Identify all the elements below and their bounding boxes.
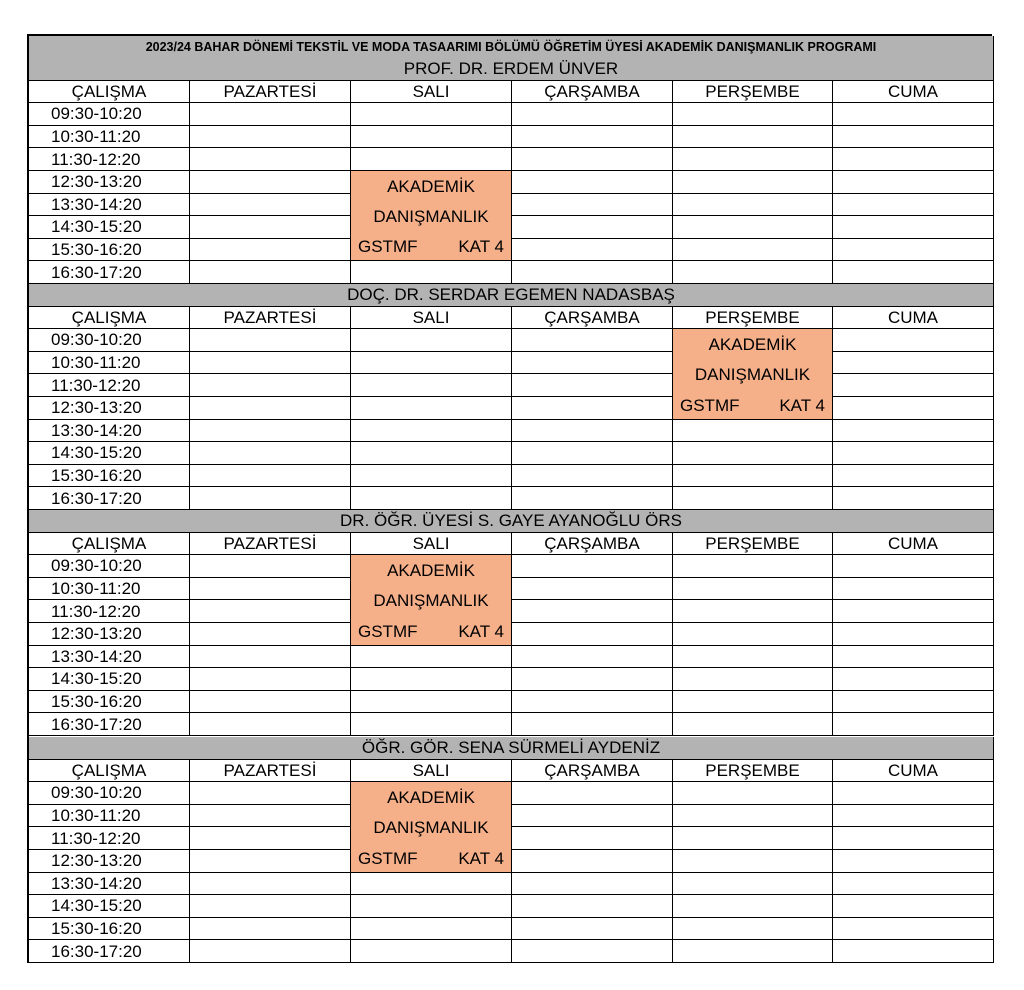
schedule-cell	[190, 216, 351, 239]
advisor-name: PROF. DR. ERDEM ÜNVER	[29, 58, 994, 81]
time-slot: 15:30-16:20	[29, 465, 190, 488]
time-slot: 15:30-16:20	[29, 691, 190, 714]
schedule-cell	[833, 713, 994, 736]
schedule-cell	[833, 600, 994, 623]
schedule-cell	[351, 713, 512, 736]
schedule-cell	[673, 103, 833, 126]
column-header: PAZARTESİ	[190, 81, 351, 104]
schedule-cell	[673, 782, 833, 805]
column-header: PERŞEMBE	[673, 533, 833, 556]
schedule-cell	[190, 465, 351, 488]
schedule-cell	[833, 239, 994, 262]
schedule-cell	[673, 261, 833, 284]
advising-floor: KAT 4	[458, 848, 504, 868]
advising-label: DANIŞMANLIK	[373, 207, 489, 227]
schedule-cell	[512, 374, 673, 397]
schedule-cell	[512, 465, 673, 488]
schedule-cell	[512, 782, 673, 805]
schedule-cell	[190, 103, 351, 126]
time-slot: 11:30-12:20	[29, 374, 190, 397]
column-header: CUMA	[833, 307, 994, 330]
column-header: CUMA	[833, 81, 994, 104]
schedule-cell	[190, 352, 351, 375]
advising-slot	[673, 329, 833, 419]
schedule-cell	[512, 940, 673, 963]
time-slot: 13:30-14:20	[29, 194, 190, 217]
schedule-cell	[190, 873, 351, 896]
time-slot: 16:30-17:20	[29, 940, 190, 963]
schedule-cell	[512, 805, 673, 828]
schedule-cell	[190, 668, 351, 691]
schedule-cell	[351, 465, 512, 488]
schedule-cell	[833, 668, 994, 691]
time-slot: 09:30-10:20	[29, 103, 190, 126]
time-slot: 16:30-17:20	[29, 261, 190, 284]
column-header: ÇARŞAMBA	[512, 307, 673, 330]
schedule-cell	[833, 194, 994, 217]
schedule-cell	[190, 918, 351, 941]
schedule-cell	[673, 918, 833, 941]
schedule-cell	[351, 397, 512, 420]
schedule-cell	[673, 895, 833, 918]
column-header: SALI	[351, 533, 512, 556]
schedule-cell	[351, 668, 512, 691]
schedule-cell	[673, 805, 833, 828]
column-header: SALI	[351, 760, 512, 783]
schedule-cell	[833, 782, 994, 805]
column-header: ÇARŞAMBA	[512, 533, 673, 556]
schedule-cell	[190, 623, 351, 646]
schedule-cell	[833, 126, 994, 149]
schedule-cell	[190, 442, 351, 465]
time-slot: 09:30-10:20	[29, 555, 190, 578]
schedule-cell	[833, 850, 994, 873]
time-slot: 13:30-14:20	[29, 420, 190, 443]
time-slot: 10:30-11:20	[29, 126, 190, 149]
schedule-cell	[833, 148, 994, 171]
schedule-cell	[673, 442, 833, 465]
column-header: PERŞEMBE	[673, 81, 833, 104]
column-header: CUMA	[833, 760, 994, 783]
advisor-name: DR. ÖĞR. ÜYESİ S. GAYE AYANOĞLU ÖRS	[29, 510, 994, 533]
schedule-cell	[833, 940, 994, 963]
column-header: ÇALIŞMA	[29, 307, 190, 330]
column-header: ÇALIŞMA	[29, 760, 190, 783]
advising-slot	[351, 555, 512, 645]
schedule-cell	[351, 487, 512, 510]
schedule-cell	[673, 555, 833, 578]
schedule-cell	[673, 148, 833, 171]
schedule-cell	[190, 600, 351, 623]
schedule-cell	[190, 126, 351, 149]
advising-location: GSTMF	[358, 621, 418, 641]
schedule-title: 2023/24 BAHAR DÖNEMİ TEKSTİL VE MODA TASAARIMI BÖLÜMÜ ÖĞRETİM ÜYESİ AKADEMİK DANIŞMANLIK PROGRAMI	[29, 36, 994, 59]
advising-location: GSTMF	[358, 848, 418, 868]
time-slot: 16:30-17:20	[29, 713, 190, 736]
schedule-cell	[673, 668, 833, 691]
schedule-cell	[351, 940, 512, 963]
schedule-cell	[833, 442, 994, 465]
time-slot: 15:30-16:20	[29, 918, 190, 941]
schedule-cell	[190, 940, 351, 963]
advising-slot	[351, 782, 512, 872]
schedule-cell	[673, 465, 833, 488]
schedule-cell	[512, 646, 673, 669]
column-header: PAZARTESİ	[190, 533, 351, 556]
schedule-cell	[190, 691, 351, 714]
time-slot: 15:30-16:20	[29, 239, 190, 262]
schedule-cell	[512, 713, 673, 736]
time-slot: 12:30-13:20	[29, 850, 190, 873]
schedule-cell	[833, 827, 994, 850]
schedule-cell	[512, 873, 673, 896]
schedule-cell	[512, 691, 673, 714]
time-slot: 11:30-12:20	[29, 600, 190, 623]
time-slot: 10:30-11:20	[29, 578, 190, 601]
schedule-cell	[673, 420, 833, 443]
schedule-cell	[351, 691, 512, 714]
schedule-cell	[833, 103, 994, 126]
column-header: PAZARTESİ	[190, 307, 351, 330]
schedule-cell	[833, 555, 994, 578]
schedule-cell	[833, 873, 994, 896]
schedule-cell	[673, 171, 833, 194]
advising-location: GSTMF	[358, 237, 418, 257]
time-slot: 13:30-14:20	[29, 646, 190, 669]
schedule-cell	[512, 352, 673, 375]
schedule-cell	[190, 397, 351, 420]
schedule-cell	[673, 827, 833, 850]
schedule-cell	[833, 691, 994, 714]
column-header: ÇALIŞMA	[29, 533, 190, 556]
schedule-cell	[833, 397, 994, 420]
schedule-cell	[190, 487, 351, 510]
advising-floor: KAT 4	[458, 621, 504, 641]
time-slot: 11:30-12:20	[29, 148, 190, 171]
schedule-cell	[512, 918, 673, 941]
schedule-cell	[833, 420, 994, 443]
column-header: PAZARTESİ	[190, 760, 351, 783]
schedule-cell	[833, 171, 994, 194]
column-header: ÇARŞAMBA	[512, 81, 673, 104]
advising-label: AKADEMİK	[387, 177, 475, 197]
schedule-cell	[351, 148, 512, 171]
schedule-cell	[190, 713, 351, 736]
column-header: ÇALIŞMA	[29, 81, 190, 104]
schedule-cell	[512, 329, 673, 352]
schedule-cell	[673, 216, 833, 239]
column-header: PERŞEMBE	[673, 760, 833, 783]
schedule-cell	[512, 668, 673, 691]
schedule-cell	[512, 442, 673, 465]
schedule-cell	[512, 171, 673, 194]
schedule-cell	[512, 487, 673, 510]
column-header: ÇARŞAMBA	[512, 760, 673, 783]
schedule-cell	[833, 465, 994, 488]
advising-floor: KAT 4	[458, 237, 504, 257]
schedule-cell	[673, 578, 833, 601]
schedule-cell	[351, 442, 512, 465]
schedule-cell	[833, 487, 994, 510]
schedule-cell	[512, 420, 673, 443]
schedule-cell	[351, 420, 512, 443]
schedule-cell	[673, 713, 833, 736]
schedule-cell	[512, 261, 673, 284]
time-slot: 12:30-13:20	[29, 397, 190, 420]
schedule-cell	[673, 239, 833, 262]
schedule-cell	[351, 103, 512, 126]
time-slot: 16:30-17:20	[29, 487, 190, 510]
schedule-cell	[190, 239, 351, 262]
schedule-cell	[351, 329, 512, 352]
schedule-cell	[833, 895, 994, 918]
schedule-cell	[512, 239, 673, 262]
schedule-cell	[190, 329, 351, 352]
schedule-cell	[673, 940, 833, 963]
time-slot: 09:30-10:20	[29, 329, 190, 352]
schedule-cell	[833, 918, 994, 941]
schedule-cell	[673, 487, 833, 510]
time-slot: 09:30-10:20	[29, 782, 190, 805]
schedule-cell	[190, 578, 351, 601]
schedule-cell	[512, 600, 673, 623]
schedule-cell	[833, 646, 994, 669]
time-slot: 12:30-13:20	[29, 623, 190, 646]
schedule-cell	[351, 126, 512, 149]
advising-label: AKADEMİK	[708, 335, 797, 355]
time-slot: 10:30-11:20	[29, 805, 190, 828]
schedule-cell	[351, 918, 512, 941]
schedule-cell	[512, 623, 673, 646]
schedule-sheet	[27, 34, 992, 963]
schedule-cell	[833, 329, 994, 352]
advising-label: DANIŞMANLIK	[373, 818, 489, 838]
schedule-cell	[190, 194, 351, 217]
schedule-cell	[512, 397, 673, 420]
schedule-cell	[833, 261, 994, 284]
schedule-cell	[512, 895, 673, 918]
schedule-cell	[673, 194, 833, 217]
time-slot: 14:30-15:20	[29, 442, 190, 465]
schedule-cell	[512, 827, 673, 850]
schedule-cell	[190, 374, 351, 397]
advising-label: AKADEMİK	[387, 561, 475, 581]
schedule-cell	[351, 374, 512, 397]
advisor-name: DOÇ. DR. SERDAR EGEMEN NADASBAŞ	[29, 284, 994, 307]
schedule-cell	[833, 374, 994, 397]
schedule-cell	[833, 352, 994, 375]
schedule-cell	[512, 216, 673, 239]
time-slot: 13:30-14:20	[29, 873, 190, 896]
schedule-cell	[351, 261, 512, 284]
schedule-cell	[512, 103, 673, 126]
schedule-cell	[512, 850, 673, 873]
schedule-cell	[512, 126, 673, 149]
advising-label: AKADEMİK	[387, 788, 475, 808]
schedule-cell	[833, 578, 994, 601]
schedule-cell	[190, 805, 351, 828]
schedule-cell	[190, 827, 351, 850]
schedule-cell	[512, 578, 673, 601]
schedule-cell	[673, 126, 833, 149]
schedule-cell	[351, 873, 512, 896]
advising-location: GSTMF	[680, 395, 740, 415]
schedule-cell	[190, 148, 351, 171]
schedule-cell	[190, 895, 351, 918]
schedule-cell	[673, 623, 833, 646]
schedule-cell	[190, 850, 351, 873]
schedule-cell	[833, 623, 994, 646]
schedule-cell	[190, 261, 351, 284]
time-slot: 14:30-15:20	[29, 895, 190, 918]
schedule-cell	[673, 873, 833, 896]
advising-floor: KAT 4	[779, 395, 825, 415]
time-slot: 14:30-15:20	[29, 216, 190, 239]
schedule-cell	[190, 782, 351, 805]
schedule-cell	[673, 646, 833, 669]
schedule-cell	[673, 691, 833, 714]
advising-slot	[351, 171, 512, 261]
time-slot: 14:30-15:20	[29, 668, 190, 691]
schedule-cell	[351, 352, 512, 375]
column-header: SALI	[351, 81, 512, 104]
column-header: CUMA	[833, 533, 994, 556]
advising-label: DANIŞMANLIK	[694, 365, 811, 385]
advisor-name: ÖĞR. GÖR. SENA SÜRMELİ AYDENİZ	[29, 737, 994, 760]
schedule-cell	[512, 194, 673, 217]
advising-label: DANIŞMANLIK	[373, 591, 489, 611]
time-slot: 10:30-11:20	[29, 352, 190, 375]
column-header: PERŞEMBE	[673, 307, 833, 330]
time-slot: 12:30-13:20	[29, 171, 190, 194]
schedule-cell	[190, 171, 351, 194]
schedule-cell	[190, 646, 351, 669]
schedule-cell	[512, 148, 673, 171]
time-slot: 11:30-12:20	[29, 827, 190, 850]
schedule-cell	[673, 600, 833, 623]
schedule-cell	[833, 216, 994, 239]
schedule-cell	[351, 646, 512, 669]
schedule-cell	[351, 895, 512, 918]
schedule-cell	[833, 805, 994, 828]
schedule-cell	[673, 850, 833, 873]
column-header: SALI	[351, 307, 512, 330]
schedule-cell	[512, 555, 673, 578]
schedule-cell	[190, 555, 351, 578]
schedule-cell	[190, 420, 351, 443]
